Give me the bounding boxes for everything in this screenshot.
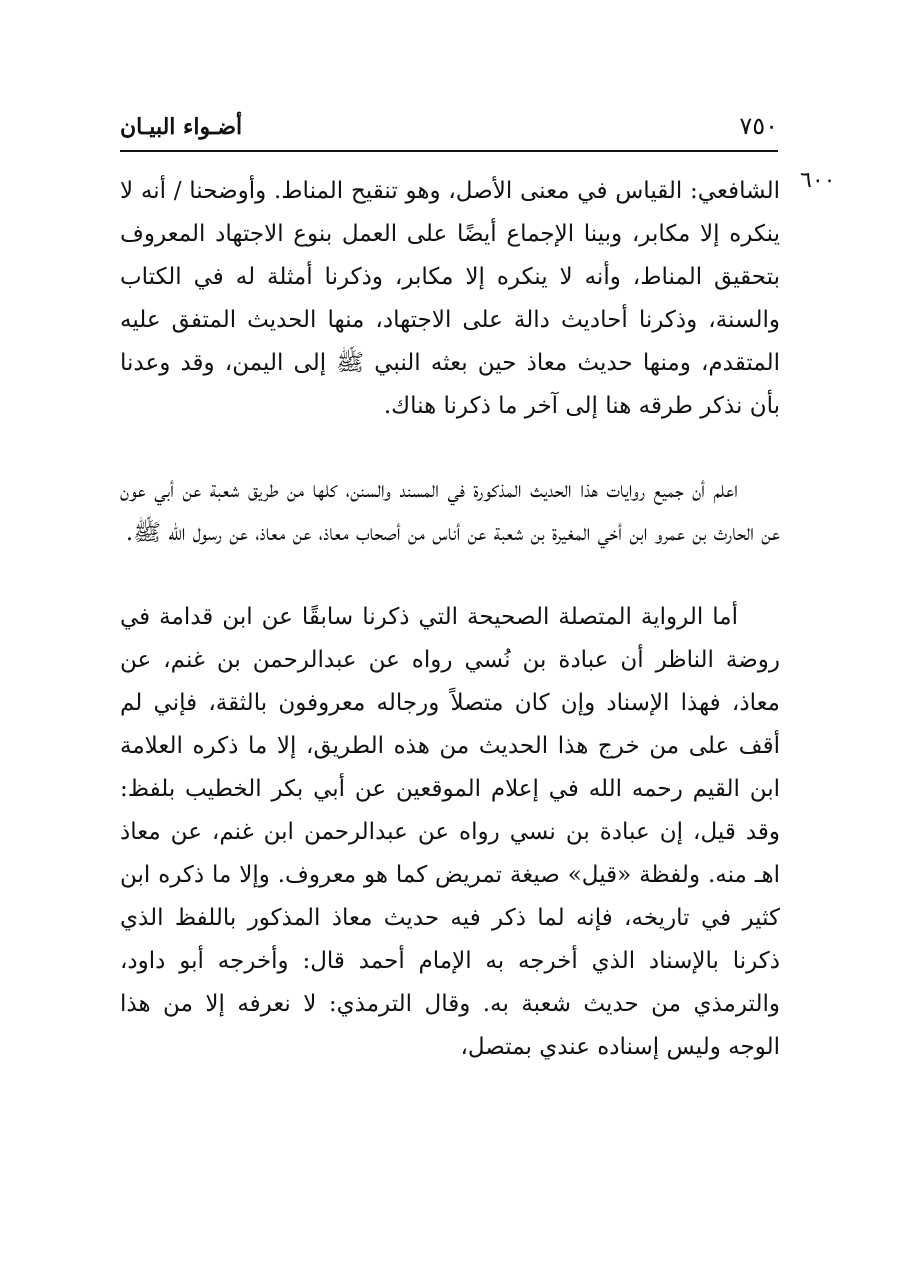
paragraph-2: اعلم أن جميع روايات هذا الحديث المذكورة في المسند والسنن، كلها من طريق شعبة عن أبي عون عن الحارث بن عمرو ابن أخي المغيرة بن شعبة عن أناس من أصحاب معاذ، عن معاذ، عن رسول الله ﷺ. <box>120 477 780 546</box>
paragraph-1: الشافعي: القياس في معنى الأصل، وهو تنقيح المناط. وأوضحنا / أنه لا ينكره إلا مكابر، وبينا الإجماع أيضًا على العمل بنوع الاجتهاد المعروف بتحقيق المناط، وأنه لا ينكره إلا مكابر، وذكرنا أمثلة له في الكتاب والسنة، وذكرنا أحاديث دالة على الاجتهاد، منها الحديث المتفق عليه المتقدم، ومنها حديث معاذ حين بعثه النبي ﷺ إلى اليمن، وقد وعدنا بأن نذكر طرقه هنا إلى آخر ما ذكرنا هناك. <box>120 178 780 419</box>
body-text <box>120 170 780 1069</box>
page-header <box>120 110 778 152</box>
margin-page-reference: ٦٠٠ <box>800 168 836 193</box>
running-title: أضـواء البيـان <box>120 114 243 140</box>
page-number: ٧٥٠ <box>739 112 778 140</box>
paragraph-3: أما الرواية المتصلة الصحيحة التي ذكرنا سابقًا عن ابن قدامة في روضة الناظر أن عبادة بن نُسي رواه عن عبدالرحمن بن غنم، عن معاذ، فهذا الإسناد وإن كان متصلاً ورجاله معروفون بالثقة، فإني لم أقف على من خرج هذا الحديث من هذه الطريق، إلا ما ذكره العلامة ابن القيم رحمه الله في إعلام الموقعين عن أبي بكر الخطيب بلفظ: وقد قيل، إن عبادة بن نسي رواه عن عبدالرحمن ابن غنم، عن معاذ اهـ منه. ولفظة «قيل» صيغة تمريض كما هو معروف. وإلا ما ذكره ابن كثير في تاريخه، فإنه لما ذكر فيه حديث معاذ المذكور باللفظ الذي ذكرنا بالإسناد الذي أخرجه به الإمام أحمد قال: وأخرجه أبو داود، والترمذي من حديث شعبة به. وقال الترمذي: لا نعرفه إلا من هذا الوجه وليس إسناده عندي بمتصل، <box>120 604 780 1060</box>
